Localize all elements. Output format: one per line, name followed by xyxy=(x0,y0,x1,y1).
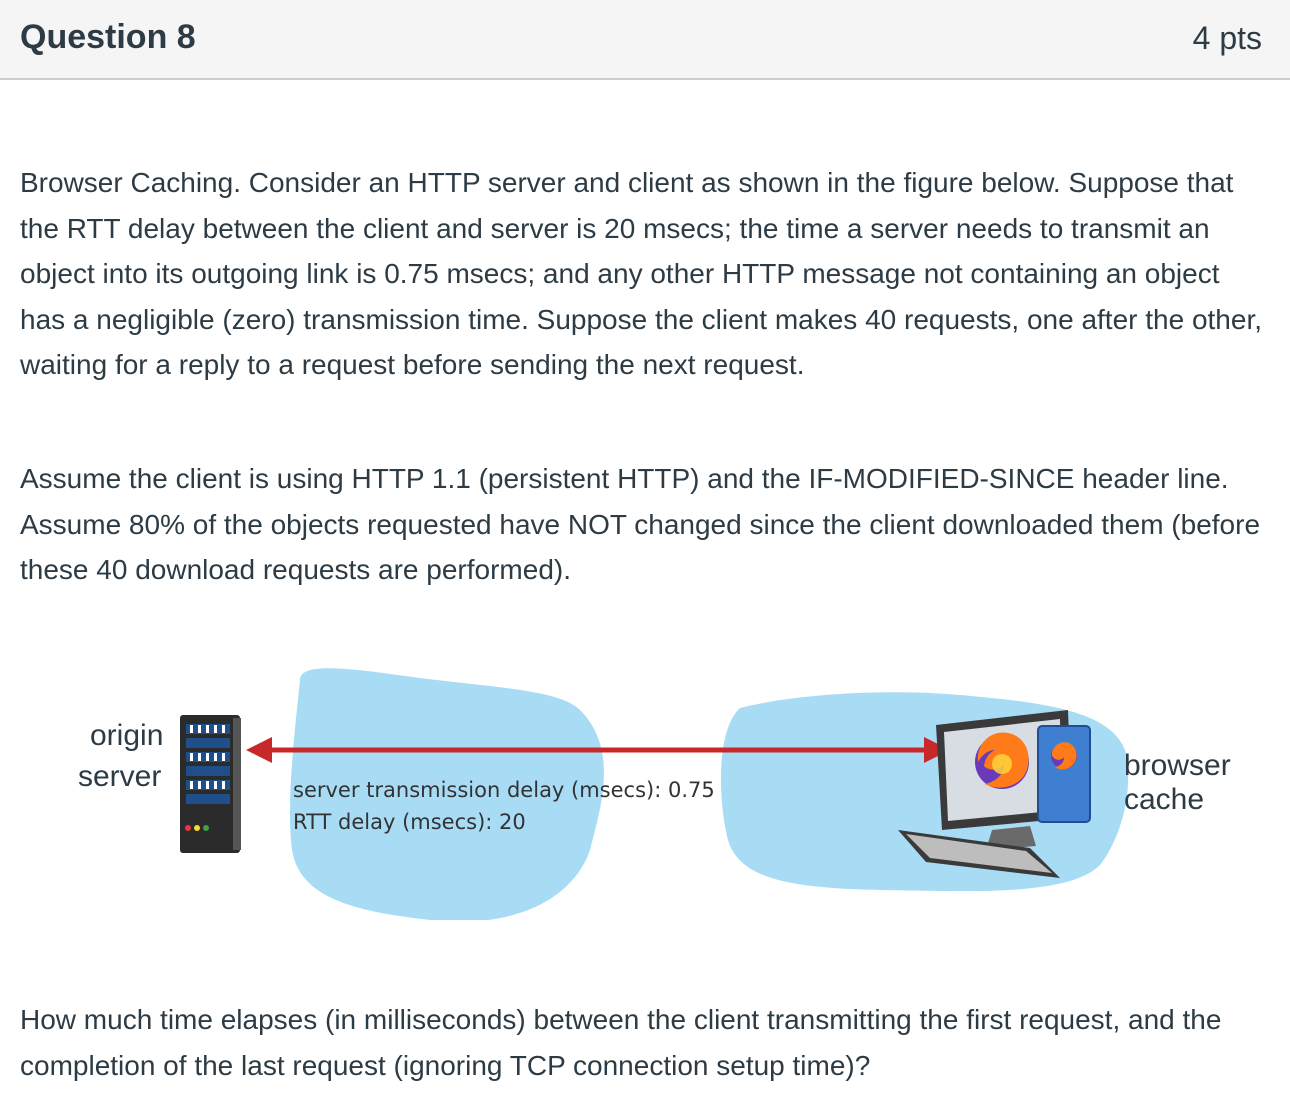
network-figure xyxy=(0,600,1290,920)
origin-label: origin xyxy=(90,719,164,752)
question-paragraph-2: Assume the client is using HTTP 1.1 (persistent HTTP) and the IF-MODIFIED-SINCE header line. Assume 80% of the objects requested have NOT changed since the client downloaded them (before these 40 download requests are performed). xyxy=(20,463,1261,585)
question-title: Question 8 xyxy=(20,18,196,56)
browser-label: browser xyxy=(1124,749,1231,782)
server-delay-label: server transmission delay (msecs): 0.75 xyxy=(293,778,715,802)
question-paragraph-3: How much time elapses (in milliseconds) between the client transmitting the first request, and the completion of the last request (ignoring TCP connection setup time)? xyxy=(20,1004,1222,1081)
question-header xyxy=(0,0,1290,80)
server-label: server xyxy=(78,760,162,793)
figure-drawing xyxy=(0,600,1290,920)
cache-label: cache xyxy=(1124,783,1205,816)
rtt-delay-label: RTT delay (msecs): 20 xyxy=(293,810,526,834)
question-points: 4 pts xyxy=(1192,20,1262,56)
question-paragraph-1: Browser Caching. Consider an HTTP server and client as shown in the figure below. Suppose that the RTT delay between the client and server is 20 msecs; the time a server needs to transmit an object into its outgoing link is 0.75 msecs; and any other HTTP message not containing an object has a negligible (zero) transmission time. Suppose the client makes 40 requests, one after the other, waiting for a reply to a request before sending the next request. xyxy=(20,167,1263,380)
server-icon xyxy=(180,715,241,853)
